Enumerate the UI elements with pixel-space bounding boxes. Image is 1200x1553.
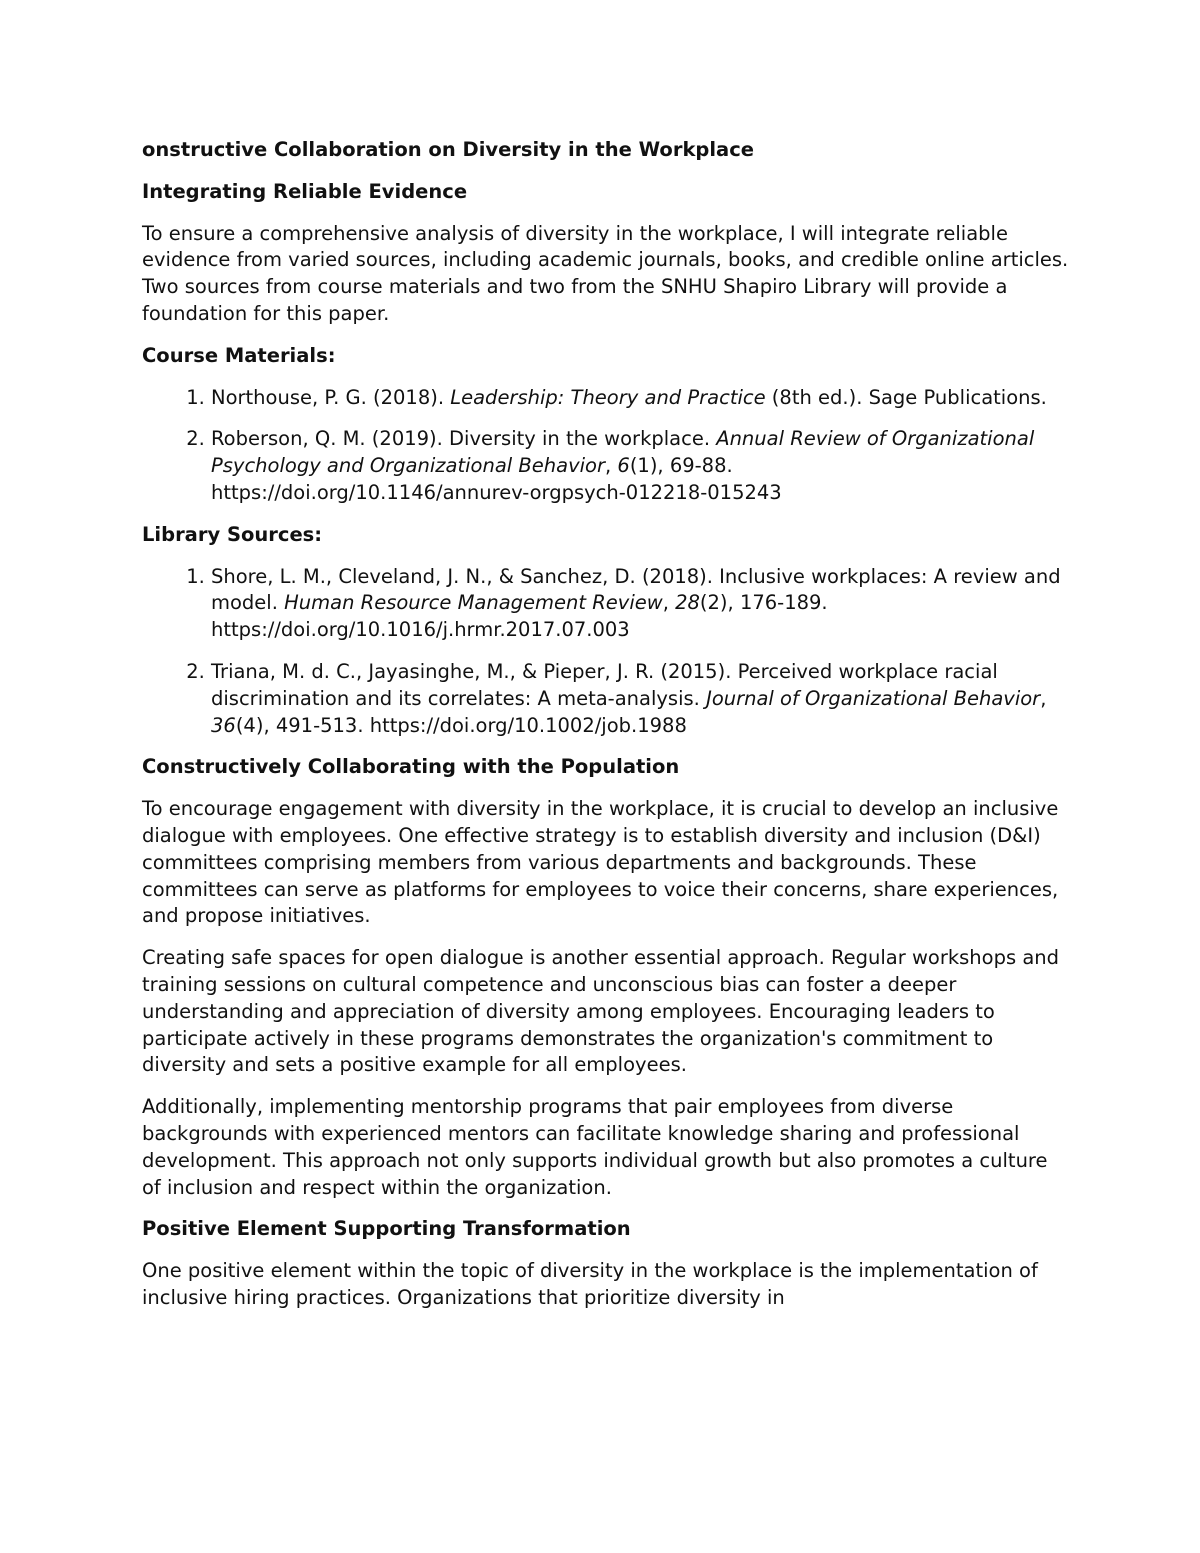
- reference-text: Triana, M. d. C., Jayasinghe, M., & Pieper, J. R. (2015). Perceived workplace racial discrimination and its correlates: A meta-analysis.: [211, 659, 998, 710]
- reference-text: (2), 176-189.: [699, 591, 828, 615]
- paragraph-collaborating-3: Additionally, implementing mentorship programs that pair employees from diverse backgrounds with experienced mentors can facilitate knowledge sharing and professional development. This approach not only supports individual growth but also promotes a culture of inclusion and respect within the organization.: [142, 1095, 1048, 1199]
- reference-item: [211, 426, 1072, 506]
- reference-journal: Annual Review of Organizational Psychology and Organizational Behavior: [211, 427, 1035, 478]
- section-heading-positive: Positive Element Supporting Transformation: [142, 1217, 631, 1241]
- reference-volume: 28: [675, 591, 700, 615]
- reference-text: ,: [662, 591, 676, 615]
- reference-text: ,: [1040, 686, 1047, 710]
- paragraph-positive: One positive element within the topic of diversity in the workplace is the implementation of inclusive hiring practices. Organizations that prioritize diversity in: [142, 1259, 1038, 1309]
- reference-volume: 36: [211, 713, 236, 737]
- reference-item: [211, 659, 1072, 739]
- reference-doi: https://doi.org/10.1016/j.hrmr.2017.07.003: [211, 618, 630, 642]
- reference-text: Shore, L. M., Cleveland, J. N., & Sanchez, D. (2018). Inclusive workplaces: A review and model.: [211, 564, 1061, 615]
- document-page: [142, 137, 1072, 1327]
- reference-text: (8th ed.). Sage Publications.: [765, 385, 1047, 409]
- section-heading-collaborating: Constructively Collaborating with the Population: [142, 755, 680, 779]
- section-heading-evidence: Integrating Reliable Evidence: [142, 179, 468, 203]
- section-heading-course-materials: Course Materials:: [142, 343, 336, 367]
- paragraph-collaborating-1: To encourage engagement with diversity in the workplace, it is crucial to develop an inclusive dialogue with employees. One effective strategy is to establish diversity and inclusion (D&I) committees comprising members from various departments and backgrounds. These committees can serve as platforms for employees to voice their concerns, share experiences, and propose initiatives.: [142, 797, 1059, 928]
- reference-text: Northouse, P. G. (2018).: [211, 385, 451, 409]
- reference-title: Leadership: Theory and Practice: [450, 385, 766, 409]
- reference-journal: Human Resource Management Review: [284, 591, 663, 615]
- course-materials-list: [142, 385, 1072, 507]
- reference-item: [211, 564, 1072, 644]
- reference-text: ,: [604, 454, 618, 478]
- reference-text: (4), 491-513. https://doi.org/10.1002/job.1988: [235, 713, 687, 737]
- section-heading-library-sources: Library Sources:: [142, 522, 323, 546]
- reference-doi: https://doi.org/10.1146/annurev-orgpsych-012218-015243: [211, 480, 782, 504]
- reference-text: Roberson, Q. M. (2019). Diversity in the workplace.: [211, 427, 717, 451]
- document-title: onstructive Collaboration on Diversity in the Workplace: [142, 138, 754, 161]
- paragraph-collaborating-2: Creating safe spaces for open dialogue is another essential approach. Regular workshops and training sessions on cultural competence and unconscious bias can foster a deeper understanding and appreciation of diversity among employees. Encouraging leaders to participate actively in these programs demonstrates the organization's commitment to diversity and sets a positive example for all employees.: [142, 946, 1060, 1077]
- paragraph-evidence: To ensure a comprehensive analysis of diversity in the workplace, I will integrate reliable evidence from varied sources, including academic journals, books, and credible online articles. Two sources from course materials and two from the SNHU Shapiro Library will provide a foundation for this paper.: [142, 221, 1069, 325]
- reference-text: (1), 69-88.: [629, 454, 733, 478]
- library-sources-list: [142, 564, 1072, 740]
- reference-volume: 6: [617, 454, 630, 478]
- reference-journal: Journal of Organizational Behavior: [706, 686, 1041, 710]
- reference-item: [211, 385, 1072, 412]
